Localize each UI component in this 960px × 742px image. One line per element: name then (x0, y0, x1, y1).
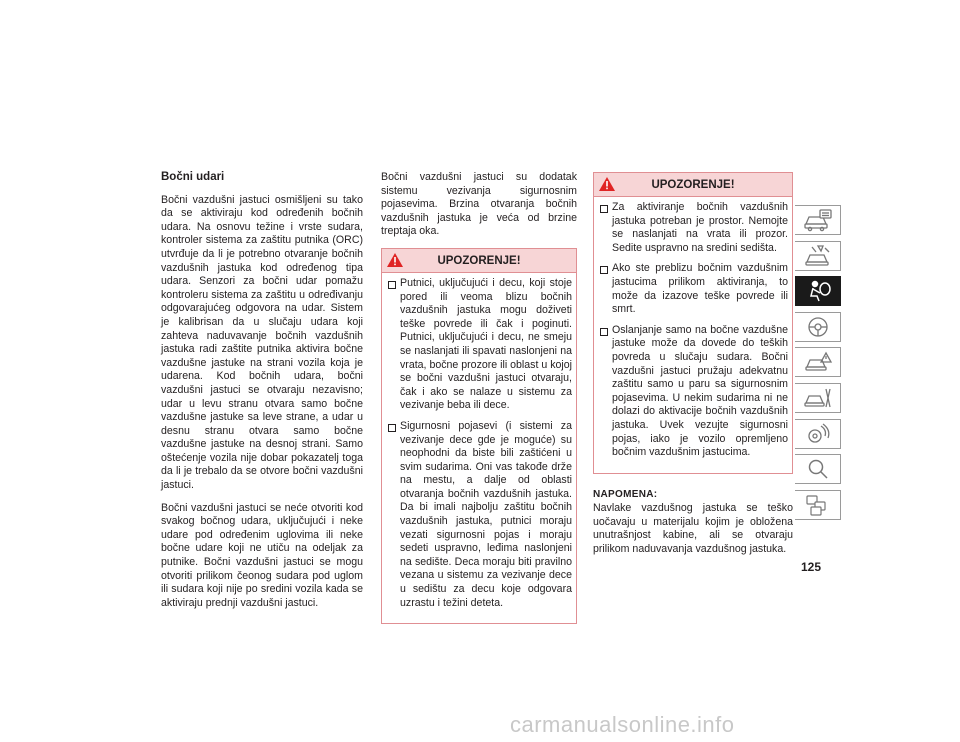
tab-languages[interactable] (795, 490, 841, 520)
tab-service[interactable] (795, 383, 841, 413)
warning-title: UPOZORENJE! (437, 254, 521, 267)
page-number: 125 (801, 560, 822, 574)
dashboard-lights-icon (803, 244, 833, 268)
warning-title: UPOZORENJE! (651, 179, 735, 191)
paragraph: Bočni vazdušni jastuci se neće otvoriti kod svakog bočnog udara, uključujući i neke udare pod određenim uglovima ili neke bočne udare koji ne utiču na odeljak za putnike. Bočni vazdušni jastuci se mogu otvoriti prilikom čeonog sudara pod uglom ili sudara koji nije po sredini vozila kada se aktiviraju prednji vazdušni jastuci. (161, 501, 363, 609)
tab-emergency[interactable] (795, 347, 841, 377)
warning-header (382, 249, 576, 273)
watermark: carmanualsonline.info (510, 712, 735, 737)
warning-box (381, 248, 577, 624)
tab-airbag-safety[interactable] (795, 276, 841, 306)
tab-index[interactable] (795, 454, 841, 484)
warning-triangle-icon (598, 176, 616, 192)
multimedia-icon (803, 422, 833, 446)
airbag-safety-icon (803, 279, 833, 303)
column-1 (161, 171, 363, 619)
chapter-tabs (795, 205, 841, 525)
warning-list (594, 197, 792, 473)
index-search-icon (803, 457, 833, 481)
warning-item: Za aktiviranje bočnih vazdušnih jastuka potreban je prostor. Nemojte se naslanjati na vrata ili prozor. Sedite uspravno na sredini sedišta. (598, 201, 788, 255)
car-info-icon (803, 208, 833, 232)
warning-item: Oslanjanje samo na bočne vazdušne jastuke može da dovede do teških povreda u slučaju sudara. Bočni vazdušni jastuci pružaju adekvatnu zaštitu samo u paru sa sigurnosnim pojasevima. U nekim sudarima ni ne dolazi do aktivacije bočnih vazdušnih jastuka. Uvek vezujte sigurnosni pojas, iako je vozilo opremljeno bočnim vazdušnim jastucima. (598, 324, 788, 460)
languages-icon (803, 493, 833, 517)
tab-car-info[interactable] (795, 205, 841, 235)
section-heading: Bočni udari (161, 171, 225, 183)
column-2 (381, 171, 577, 624)
paragraph: Bočni vazdušni jastuci osmišljeni su tako da se aktiviraju kod određenih bočnih udara. Na osnovu težine i vrste sudara, kontroler sistema za zaštitu putnika (ORC) utvrđuje da li je potrebno otvaranje bočnih vazdušnih jastuka kod određenog tipa udara. Senzori za bočni udar pomažu kontroleru sistema za zaštitu u određivanju odgovarajućeg odgovora na udar. Sistem je kalibrisan da u slučaju udara koji zahteva naduvavanje bočnih vazdušnih jastuka radi zaštite putnika aktivira bočne vazdušne jastuke na strani vozila koja je udarena. Kod bočnih udara, bočni vazdušni jastuci se otvaraju nezavisno; udar u levu stranu otvara samo bočne vazdušne jastuke sa leve strane, a udar u desnu stranu otvara samo bočne vazdušne jastuke na desnoj strani. Samo oštećenje vozila nije dobar pokazatelj toga da li je trebalo da se otvore bočni vazdušni jastuci. (161, 193, 363, 492)
car-service-icon (803, 386, 833, 410)
warning-list (382, 273, 576, 623)
note-text: Navlake vazdušnog jastuka se teško uočavaju u materijalu kojim je obložena unutrašnjost kabine, ali se otvaraju prilikom naduvavanja vazdušnog jastuka. (593, 502, 793, 556)
warning-triangle-icon (386, 252, 404, 268)
tab-dashboard-lights[interactable] (795, 241, 841, 271)
warning-item: Putnici, uključujući i decu, koji stoje pored ili veoma blizu bočnih vazdušnih jastuka mogu doživeti teške povrede ili čak i poginuti. Putnici, uključujući i decu, ne smeju se naslanjati ili spavati naslonjeni na vrata, bočne prozore ili oblast u kojoj se bočni vazdušni jastuci otvaraju, čak i ako se nalaze u sistemu za vezivanje beba ili dece. (386, 277, 572, 413)
intro-paragraph: Bočni vazdušni jastuci su dodatak sistemu vezivanja sigurnosnim pojasevima. Brzina otvaranja bočnih vazdušnih jastuka je veća od brzine treptaja oka. (381, 171, 577, 238)
tab-steering[interactable] (795, 312, 841, 342)
warning-item: Ako ste preblizu bočnim vazdušnim jastucima prilikom aktiviranja, to može da izazove teške povrede ili smrt. (598, 262, 788, 316)
column-3 (593, 172, 793, 557)
steering-wheel-icon (803, 315, 833, 339)
warning-header (594, 173, 792, 197)
warning-item: Sigurnosni pojasevi (i sistemi za vezivanje dece gde je moguće) su neophodni da biste bili zaštićeni u svim sudarima. Oni vas takođe drže na mestu, a dalje od oblasti otvaranja bočnih vazdušnih jastuka. Da bi imali najbolju zaštitu bočnih vazdušnih jastuka, putnici moraju vezati sigurnosni pojas i moraju sedeti uspravno, leđima naslonjeni na sedište. Deca moraju biti pravilno vezana u sistemu za vezivanje dece u sedištu za decu koje odgovara uzrastu i težini deteta. (386, 420, 572, 610)
tab-multimedia[interactable] (795, 419, 841, 449)
warning-box (593, 172, 793, 474)
note-title: NAPOMENA: (593, 488, 658, 500)
car-emergency-icon (803, 350, 833, 374)
